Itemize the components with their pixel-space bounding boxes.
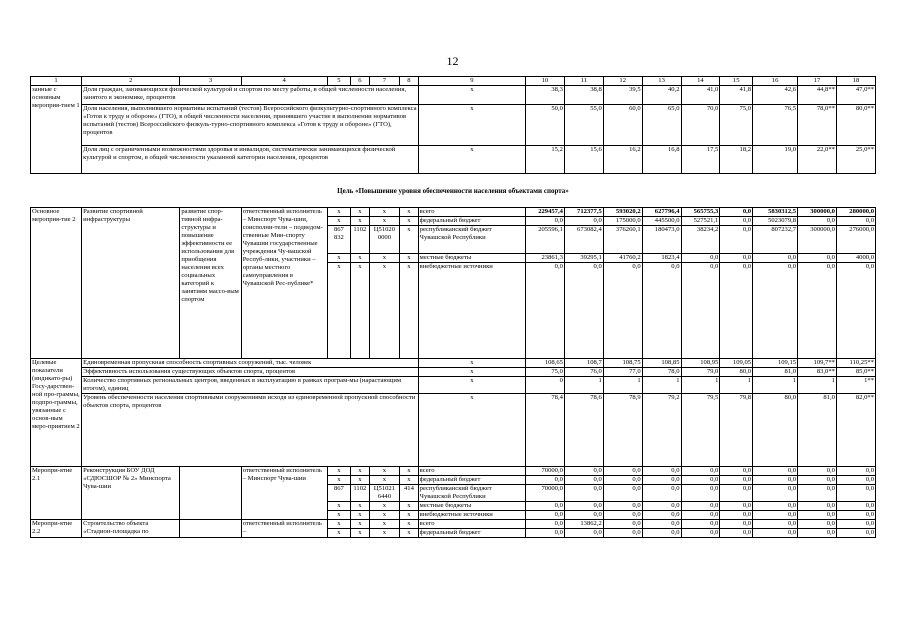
task-cell: развитие спор-тивной инфра-структуры и повышение эффективности ее использования для приобщения населения всех социальных категорий к занятиям массо-вым спортом (180, 208, 241, 359)
value-cell: 0,0 (603, 476, 642, 485)
code-cell: Ц51020 0000 (369, 226, 400, 254)
value-cell: 78,4 (526, 394, 565, 467)
value-cell: 1823,4 (642, 254, 681, 263)
value-cell: 0,0 (642, 485, 681, 502)
table-cell: x (418, 105, 525, 146)
code-cell: 414 (400, 485, 418, 502)
code-cell: x (369, 502, 400, 511)
value-cell: 0,0 (564, 485, 603, 502)
column-header: 3 (180, 77, 241, 86)
table-row (31, 77, 876, 86)
value-cell: 712377,5 (564, 208, 603, 217)
table-cell: x (418, 394, 525, 467)
value-cell: 0,0 (681, 520, 720, 529)
table-row (31, 520, 876, 529)
value-cell: 82,0** (836, 394, 875, 467)
value-cell: 0,0 (836, 529, 875, 538)
value-cell: 70000,0 (526, 467, 565, 476)
code-cell: x (351, 467, 369, 476)
value-cell: 0,0 (720, 467, 753, 476)
value-cell: 0,0 (526, 529, 565, 538)
code-cell: x (369, 254, 400, 263)
value-cell: 0,0 (642, 467, 681, 476)
value-cell: 83,0** (798, 368, 837, 377)
value-cell: 565755,3 (681, 208, 720, 217)
value-cell: 81,0 (798, 394, 837, 467)
row-label: Меропри-ятие 2.2 (31, 520, 82, 538)
code-cell: x (351, 254, 369, 263)
value-cell: 78,9 (603, 394, 642, 467)
value-cell: 70000,0 (526, 485, 565, 502)
code-cell: x (327, 467, 351, 476)
value-cell: 75,0 (720, 105, 753, 146)
value-cell: 0,0 (753, 263, 798, 359)
value-cell: 0,0 (681, 511, 720, 520)
value-cell: 229457,4 (526, 208, 565, 217)
column-header: 17 (798, 77, 837, 86)
code-cell: x (327, 263, 351, 359)
value-cell: 0,0 (564, 529, 603, 538)
value-cell: 0,0 (526, 502, 565, 511)
value-cell: 0,0 (720, 476, 753, 485)
code-cell: x (351, 263, 369, 359)
value-cell: 0,0 (564, 263, 603, 359)
table-row (31, 146, 876, 174)
indicator-text: Единовременная пропускная способность спортивных сооружений, тыс. человек (82, 359, 419, 368)
value-cell: 1 (603, 377, 642, 394)
page-number: 12 (446, 54, 459, 68)
value-cell: 276000,0 (836, 226, 875, 254)
value-cell: 0,0 (798, 263, 837, 359)
value-cell: 0,0 (720, 502, 753, 511)
source-cell: всего (418, 520, 525, 529)
table-row (31, 208, 876, 217)
value-cell: 0,0 (798, 485, 837, 502)
value-cell: 0,0 (720, 511, 753, 520)
table-row (31, 467, 876, 476)
code-cell: x (327, 502, 351, 511)
value-cell: 0,0 (642, 529, 681, 538)
value-cell: 280000,0 (836, 208, 875, 217)
code-cell: x (327, 208, 351, 217)
code-cell: x (400, 208, 418, 217)
value-cell: 0,0 (681, 254, 720, 263)
value-cell: 1 (798, 377, 837, 394)
value-cell: 0,0 (642, 520, 681, 529)
code-cell: x (400, 217, 418, 226)
column-header: 16 (753, 77, 798, 86)
column-header: 4 (241, 77, 327, 86)
value-cell: 0,0 (642, 502, 681, 511)
value-cell: 55,0 (564, 105, 603, 146)
value-cell: 81,0 (753, 368, 798, 377)
value-cell: 0,0 (642, 511, 681, 520)
value-cell: 593020,2 (603, 208, 642, 217)
value-cell: 1 (564, 377, 603, 394)
table-cell: x (418, 359, 525, 368)
value-cell: 78,0** (798, 105, 837, 146)
code-cell: 867 (327, 485, 351, 502)
source-cell: всего (418, 467, 525, 476)
value-cell: 109,7** (798, 359, 837, 368)
value-cell: 0,0 (836, 263, 875, 359)
value-cell: 0,0 (836, 467, 875, 476)
row-label: занные с основным мероприя-тием 1 (31, 86, 82, 174)
column-header: 14 (681, 77, 720, 86)
value-cell: 0,0 (603, 520, 642, 529)
code-cell: x (351, 520, 369, 529)
value-cell: 300000,0 (798, 208, 837, 217)
value-cell: 1 (642, 377, 681, 394)
value-cell: 40,2 (642, 86, 681, 105)
value-cell: 80,0** (836, 105, 875, 146)
value-cell: 0,0 (753, 502, 798, 511)
value-cell: 0,0 (526, 511, 565, 520)
column-header: 9 (418, 77, 525, 86)
code-cell: x (327, 254, 351, 263)
source-cell: внебюджетные источники (418, 511, 525, 520)
indicator-text: Количество спортивных региональных центров, введенных в эксплуатацию в рамках програм-мы (нарастающим итогом), единиц (82, 377, 419, 394)
column-header: 1 (31, 77, 82, 86)
value-cell: 0,0 (526, 217, 565, 226)
code-cell: 1102 (351, 485, 369, 502)
table-top (30, 76, 876, 174)
value-cell: 19,0 (753, 146, 798, 174)
code-cell: x (400, 511, 418, 520)
value-cell: 0,0 (681, 502, 720, 511)
code-cell: x (369, 467, 400, 476)
code-cell: x (327, 476, 351, 485)
code-cell: x (327, 511, 351, 520)
value-cell: 15,2 (526, 146, 565, 174)
source-cell: федеральный бюджет (418, 217, 525, 226)
value-cell: 0,0 (720, 226, 753, 254)
goal-title: Цель «Повышение уровня обеспеченности населения объектами спорта» (337, 187, 569, 195)
row-label: Основное мероприя-тие 2 (31, 208, 82, 359)
code-cell: x (369, 520, 400, 529)
task-cell (180, 520, 241, 538)
value-cell: 0,0 (720, 529, 753, 538)
value-cell: 0,0 (798, 529, 837, 538)
column-header: 11 (564, 77, 603, 86)
code-cell: x (400, 254, 418, 263)
code-cell: x (400, 476, 418, 485)
code-cell: x (369, 476, 400, 485)
row-label: Меропри-ятие 2.1 (31, 467, 82, 520)
value-cell: 627796,4 (642, 208, 681, 217)
value-cell: 50,0 (526, 105, 565, 146)
value-cell: 0,0 (642, 476, 681, 485)
table-row (31, 377, 876, 394)
value-cell: 109,15 (753, 359, 798, 368)
value-cell: 39295,1 (564, 254, 603, 263)
value-cell: 0,0 (753, 467, 798, 476)
code-cell: x (369, 511, 400, 520)
source-cell: всего (418, 208, 525, 217)
source-cell: местные бюджеты (418, 254, 525, 263)
value-cell: 445500,0 (642, 217, 681, 226)
value-cell: 25,0** (836, 146, 875, 174)
value-cell: 180473,0 (642, 226, 681, 254)
value-cell: 38234,2 (681, 226, 720, 254)
value-cell: 108,7 (564, 359, 603, 368)
value-cell: 80,0 (720, 368, 753, 377)
row-label: Целевые показатели (индикато-ры) Госу-дарствен-ной про-граммы, подпро-граммы, увязанные с основ-ным меро-приятием 2 (31, 359, 82, 467)
column-header: 5 (327, 77, 351, 86)
value-cell: 17,5 (681, 146, 720, 174)
value-cell: 77,0 (603, 368, 642, 377)
code-cell: x (369, 529, 400, 538)
code-cell: x (327, 529, 351, 538)
value-cell: 527521,1 (681, 217, 720, 226)
value-cell: 79,5 (681, 394, 720, 467)
code-cell: x (327, 217, 351, 226)
value-cell: 0,0 (564, 502, 603, 511)
value-cell: 15,6 (564, 146, 603, 174)
code-cell: x (351, 529, 369, 538)
value-cell: 47,0** (836, 86, 875, 105)
code-cell: x (400, 467, 418, 476)
code-cell: 867 832 (327, 226, 351, 254)
table-cell: x (418, 377, 525, 394)
measure-name: Строительство объекта «Стадион-площадка по (82, 520, 180, 538)
value-cell: 300000,0 (798, 226, 837, 254)
value-cell: 76,0 (564, 368, 603, 377)
value-cell: 16,8 (642, 146, 681, 174)
value-cell: 80,0 (753, 394, 798, 467)
value-cell: 0,0 (681, 529, 720, 538)
table-row (31, 86, 876, 105)
value-cell: 5023079,8 (753, 217, 798, 226)
indicator-text: Доля населения, выполнившего нормативы испытаний (тестов) Всероссийского физкультурно-спортивного комплекса «Готов к труду и обороне» (ГТО), в общей численности населения, принявшего участие в выполнении нормативов испытаний (тестов) Всероссийского физкуль-турно-спортивного комплекса «Готов к труду и обороне» (ГТО), процентов (82, 105, 419, 146)
value-cell: 79,2 (642, 394, 681, 467)
column-header: 8 (400, 77, 418, 86)
table-row (31, 368, 876, 377)
source-cell: федеральный бюджет (418, 476, 525, 485)
value-cell: 0,0 (798, 502, 837, 511)
value-cell: 0,0 (564, 217, 603, 226)
value-cell: 0,0 (798, 254, 837, 263)
column-header: 15 (720, 77, 753, 86)
column-header: 13 (642, 77, 681, 86)
value-cell: 0,0 (836, 520, 875, 529)
code-cell: x (351, 208, 369, 217)
value-cell: 44,8** (798, 86, 837, 105)
value-cell: 0,0 (681, 485, 720, 502)
code-cell: x (400, 502, 418, 511)
value-cell: 0,0 (753, 485, 798, 502)
column-header: 7 (369, 77, 400, 86)
value-cell: 0,0 (681, 467, 720, 476)
table-row (31, 359, 876, 368)
value-cell: 16,2 (603, 146, 642, 174)
value-cell: 38,3 (526, 86, 565, 105)
value-cell: 0,0 (603, 263, 642, 359)
indicator-text: Доля лиц с ограниченными возможностями здоровья и инвалидов, систематически занимающихся физической культурой и спортом, в общей численности указанной категории населения, процентов (82, 146, 419, 174)
value-cell: 0,0 (720, 520, 753, 529)
value-cell: 41760,2 (603, 254, 642, 263)
table-cell: x (418, 146, 525, 174)
value-cell: 0,0 (798, 217, 837, 226)
value-cell: 0,0 (603, 529, 642, 538)
code-cell: x (369, 263, 400, 359)
task-cell (180, 467, 241, 520)
value-cell: 5830312,5 (753, 208, 798, 217)
table-cell: x (418, 86, 525, 105)
value-cell: 0,0 (681, 476, 720, 485)
value-cell: 376260,1 (603, 226, 642, 254)
value-cell: 75,0 (526, 368, 565, 377)
value-cell: 0,0 (603, 502, 642, 511)
code-cell: x (351, 511, 369, 520)
value-cell: 85,0** (836, 368, 875, 377)
value-cell: 0,0 (753, 476, 798, 485)
table-cell: x (418, 368, 525, 377)
value-cell: 4000,0 (836, 254, 875, 263)
value-cell: 0,0 (836, 217, 875, 226)
value-cell: 0 (526, 377, 565, 394)
value-cell: 18,2 (720, 146, 753, 174)
column-header: 2 (82, 77, 180, 86)
value-cell: 0,0 (798, 476, 837, 485)
value-cell: 1 (681, 377, 720, 394)
value-cell: 39,5 (603, 86, 642, 105)
code-cell: x (351, 476, 369, 485)
value-cell: 0,0 (642, 263, 681, 359)
value-cell: 0,0 (836, 485, 875, 502)
value-cell: 0,0 (720, 485, 753, 502)
value-cell: 0,0 (798, 467, 837, 476)
source-cell: федеральный бюджет (418, 529, 525, 538)
value-cell: 0,0 (526, 520, 565, 529)
value-cell: 0,0 (603, 485, 642, 502)
value-cell: 70,0 (681, 105, 720, 146)
value-cell: 76,5 (753, 105, 798, 146)
responsible-cell: ответственный исполнитель – (241, 520, 327, 538)
value-cell: 0,0 (720, 208, 753, 217)
value-cell: 42,6 (753, 86, 798, 105)
indicator-text: Уровень обеспеченности населения спортивными сооружениями исходя из единовременной пропускной способности объектов спорта, процентов (82, 394, 419, 467)
table-row (31, 394, 876, 467)
value-cell: 79,0 (681, 368, 720, 377)
value-cell: 673082,4 (564, 226, 603, 254)
value-cell: 0,0 (603, 511, 642, 520)
value-cell: 175000,0 (603, 217, 642, 226)
column-header: 6 (351, 77, 369, 86)
value-cell: 1 (753, 377, 798, 394)
value-cell: 0,0 (564, 476, 603, 485)
value-cell: 807232,7 (753, 226, 798, 254)
code-cell: x (400, 520, 418, 529)
source-cell: республиканский бюджет Чувашской Республики (418, 485, 525, 502)
value-cell: 1 (720, 377, 753, 394)
value-cell: 78,6 (564, 394, 603, 467)
code-cell: Ц51021 6440 (369, 485, 400, 502)
value-cell: 0,0 (681, 263, 720, 359)
value-cell: 0,0 (753, 511, 798, 520)
value-cell: 41,0 (681, 86, 720, 105)
column-header: 18 (836, 77, 875, 86)
indicator-text: Доля граждан, занимающихся физической культурой и спортом по месту работы, в общей численности населения, занятого в экономике, процентов (82, 86, 419, 105)
value-cell: 60,0 (603, 105, 642, 146)
code-cell: x (369, 208, 400, 217)
code-cell: x (351, 217, 369, 226)
value-cell: 0,0 (564, 467, 603, 476)
code-cell: x (369, 217, 400, 226)
value-cell: 109,05 (720, 359, 753, 368)
value-cell: 0,0 (753, 520, 798, 529)
value-cell: 0,0 (564, 511, 603, 520)
value-cell: 0,0 (753, 254, 798, 263)
value-cell: 0,0 (836, 511, 875, 520)
column-header: 10 (526, 77, 565, 86)
value-cell: 23861,3 (526, 254, 565, 263)
value-cell: 0,0 (603, 467, 642, 476)
code-cell: x (351, 502, 369, 511)
source-cell: республиканский бюджет Чувашской Республики (418, 226, 525, 254)
value-cell: 0,0 (526, 263, 565, 359)
value-cell: 108,75 (603, 359, 642, 368)
value-cell: 108,65 (526, 359, 565, 368)
value-cell: 38,8 (564, 86, 603, 105)
value-cell: 0,0 (798, 511, 837, 520)
value-cell: 0,0 (798, 520, 837, 529)
code-cell: x (400, 226, 418, 254)
value-cell: 0,0 (526, 476, 565, 485)
responsible-cell: ответственный исполнитель – Минспорт Чува-шии (241, 467, 327, 520)
value-cell: 0,0 (836, 502, 875, 511)
value-cell: 65,0 (642, 105, 681, 146)
table-main (30, 207, 876, 538)
value-cell: 0,0 (836, 476, 875, 485)
measure-name: Реконструкция БОУ ДОД «СДЮСШОР № 2» Минспорта Чува-шии (82, 467, 180, 520)
code-cell: x (400, 529, 418, 538)
value-cell: 0,0 (720, 254, 753, 263)
value-cell: 13862,2 (564, 520, 603, 529)
value-cell: 205596,1 (526, 226, 565, 254)
value-cell: 22,0** (798, 146, 837, 174)
value-cell: 79,8 (720, 394, 753, 467)
responsible-cell: ответственный исполнитель – Минспорт Чува-шии, соисполни-тели – подведом-ственные Мин-спорту Чувашии государственные учреждения Чу-вашской Респуб-лики, участники – органы местного самоуправления в Чувашской Рес-публике* (241, 208, 327, 359)
value-cell: 0,0 (753, 529, 798, 538)
value-cell: 0,0 (720, 217, 753, 226)
value-cell: 1** (836, 377, 875, 394)
value-cell: 0,0 (720, 263, 753, 359)
code-cell: x (400, 263, 418, 359)
value-cell: 108,95 (681, 359, 720, 368)
source-cell: внебюджетные источники (418, 263, 525, 359)
measure-name: Развитие спортивной инфраструктуры (82, 208, 180, 359)
code-cell: x (327, 520, 351, 529)
table-row (31, 105, 876, 146)
indicator-text: Эффективность использования существующих объектов спорта, процентов (82, 368, 419, 377)
value-cell: 78,0 (642, 368, 681, 377)
source-cell: местные бюджеты (418, 502, 525, 511)
code-cell: 1102 (351, 226, 369, 254)
value-cell: 110,25** (836, 359, 875, 368)
column-header: 12 (603, 77, 642, 86)
value-cell: 108,85 (642, 359, 681, 368)
value-cell: 41,8 (720, 86, 753, 105)
